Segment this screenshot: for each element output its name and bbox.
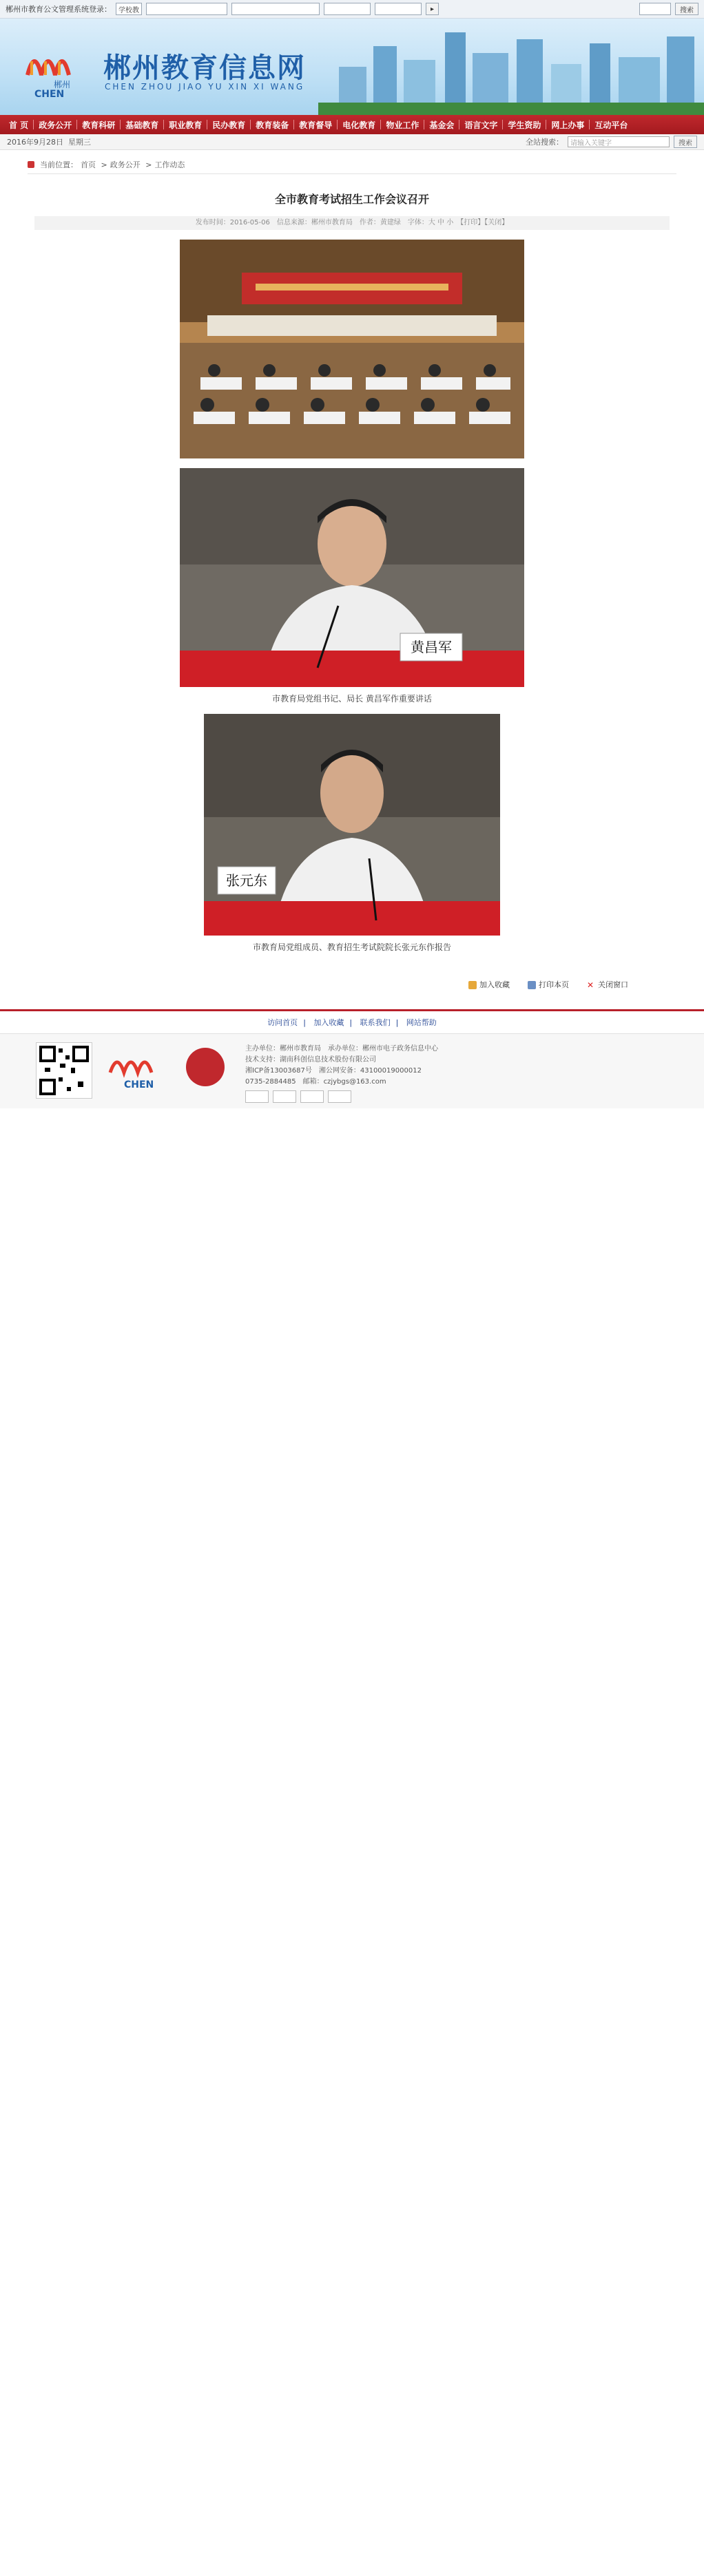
bookmark-button[interactable]: 加入收藏 — [468, 979, 510, 990]
footer-link-help[interactable]: 网站帮助 — [406, 1018, 437, 1027]
site-title: 郴州教育信息网 — [103, 52, 306, 84]
site-search-button[interactable]: 搜索 — [674, 136, 697, 148]
nav-item[interactable]: 互动平台 — [594, 120, 628, 130]
footer-info: 主办单位：郴州市教育局 承办单位：郴州市电子政务信息中心 技术支持：湖南科创信息技术股份有限公司 湘ICP备13003687号 湘公网安备：43100019000012 0735-2884485 邮箱：czjybgs@163.com — [245, 1045, 438, 1086]
footer-link-contact[interactable]: 联系我们 — [360, 1018, 391, 1027]
system-select[interactable]: 学校教 — [116, 3, 142, 15]
nav-item[interactable]: 职业教育 — [169, 120, 203, 130]
breadcrumb-prefix: 当前位置： — [40, 160, 78, 169]
footer — [0, 1033, 704, 1108]
nav-item[interactable]: 学生资助 — [508, 120, 541, 130]
speaker-nameplate: 黄昌军 — [411, 639, 452, 655]
nav-item[interactable]: 政务公开 — [39, 120, 72, 130]
nav-item[interactable]: 首 页 — [9, 120, 29, 130]
site-logo-icon — [21, 34, 83, 100]
footer-nav: 访问首页 | 加入收藏 | 联系我们 | 网站帮助 — [0, 1009, 704, 1028]
cert-badge[interactable] — [300, 1090, 324, 1103]
article-title: 全市教育考试招生工作会议召开 — [274, 193, 429, 206]
footer-logo-icon — [103, 1045, 172, 1093]
school-select[interactable] — [231, 3, 320, 15]
photo-caption: 市教育局党组成员、教育招生考试院院长张元东作报告 — [252, 942, 451, 952]
cert-badge[interactable] — [328, 1090, 351, 1103]
password-input[interactable] — [375, 3, 422, 15]
reporter-nameplate: 张元东 — [226, 872, 267, 889]
site-pinyin: CHEN ZHOU JIAO YU XIN XI WANG — [105, 82, 305, 92]
print-icon — [528, 981, 536, 989]
site-search-input[interactable]: 请输入关键字 — [568, 136, 670, 147]
nav-item[interactable]: 物业工作 — [386, 120, 420, 130]
speaker-photo — [180, 468, 524, 687]
nav-item[interactable]: 基金会 — [429, 120, 455, 130]
breadcrumb-current[interactable]: 工作动态 — [154, 160, 185, 169]
login-label: 郴州市教育公文管理系统登录： — [6, 5, 112, 14]
article-tools — [34, 979, 628, 990]
footer-link-home[interactable]: 访问首页 — [267, 1018, 298, 1027]
login-button[interactable]: ▸ — [426, 3, 439, 15]
main-nav — [0, 115, 704, 134]
current-date: 2016年9月28日 — [7, 138, 63, 147]
nav-item[interactable]: 基础教育 — [125, 120, 159, 130]
print-button[interactable]: 打印本页 — [528, 979, 569, 990]
article — [34, 174, 670, 990]
footer-logo-text: CHEN — [124, 1079, 154, 1090]
logo-sub: CHEN — [34, 89, 65, 100]
cert-badge[interactable] — [273, 1090, 296, 1103]
city-skyline-icon — [318, 25, 704, 115]
cert-badges — [245, 1090, 351, 1103]
home-icon — [28, 161, 34, 168]
reporter-photo — [204, 714, 500, 936]
nav-item[interactable]: 语言文字 — [464, 120, 498, 130]
breadcrumb-home[interactable]: 首页 — [81, 160, 96, 169]
footer-link-bookmark[interactable]: 加入收藏 — [313, 1018, 344, 1027]
meeting-hall-photo — [180, 240, 524, 458]
date-bar — [0, 134, 704, 150]
site-banner — [0, 19, 704, 115]
top-search-button[interactable]: 搜索 — [675, 3, 698, 15]
nav-item[interactable]: 网上办事 — [551, 120, 585, 130]
unit-select[interactable] — [146, 3, 227, 15]
nav-item[interactable]: 教育督导 — [299, 120, 333, 130]
qr-code-icon — [36, 1042, 92, 1099]
current-weekday: 星期三 — [68, 138, 91, 147]
party-emblem-icon — [186, 1048, 225, 1086]
top-search-input[interactable] — [639, 3, 671, 15]
nav-item[interactable]: 民办教育 — [212, 120, 246, 130]
cert-badge[interactable] — [245, 1090, 269, 1103]
nav-item[interactable]: 电化教育 — [342, 120, 376, 130]
top-login-bar — [0, 0, 704, 19]
bookmark-icon — [468, 981, 477, 989]
breadcrumb: 当前位置： 首页 > 政务公开 > 工作动态 — [28, 156, 676, 174]
username-input[interactable] — [324, 3, 371, 15]
photo-caption: 市教育局党组书记、局长 黄昌军作重要讲话 — [272, 694, 432, 704]
site-search-label: 全站搜索： — [526, 138, 563, 147]
close-button[interactable]: ✕ 关闭窗口 — [587, 980, 628, 990]
close-icon: ✕ — [587, 980, 594, 990]
nav-item[interactable]: 教育装备 — [256, 120, 289, 130]
breadcrumb-section[interactable]: 政务公开 — [110, 160, 141, 169]
nav-item[interactable]: 教育科研 — [82, 120, 116, 130]
article-meta: 发布时间：2016-05-06 信息来源：郴州市教育局 作者：黄建绿 字体：大 中 小 【打印】【关闭】 — [34, 216, 670, 230]
logo-text: 郴州 — [54, 80, 71, 89]
